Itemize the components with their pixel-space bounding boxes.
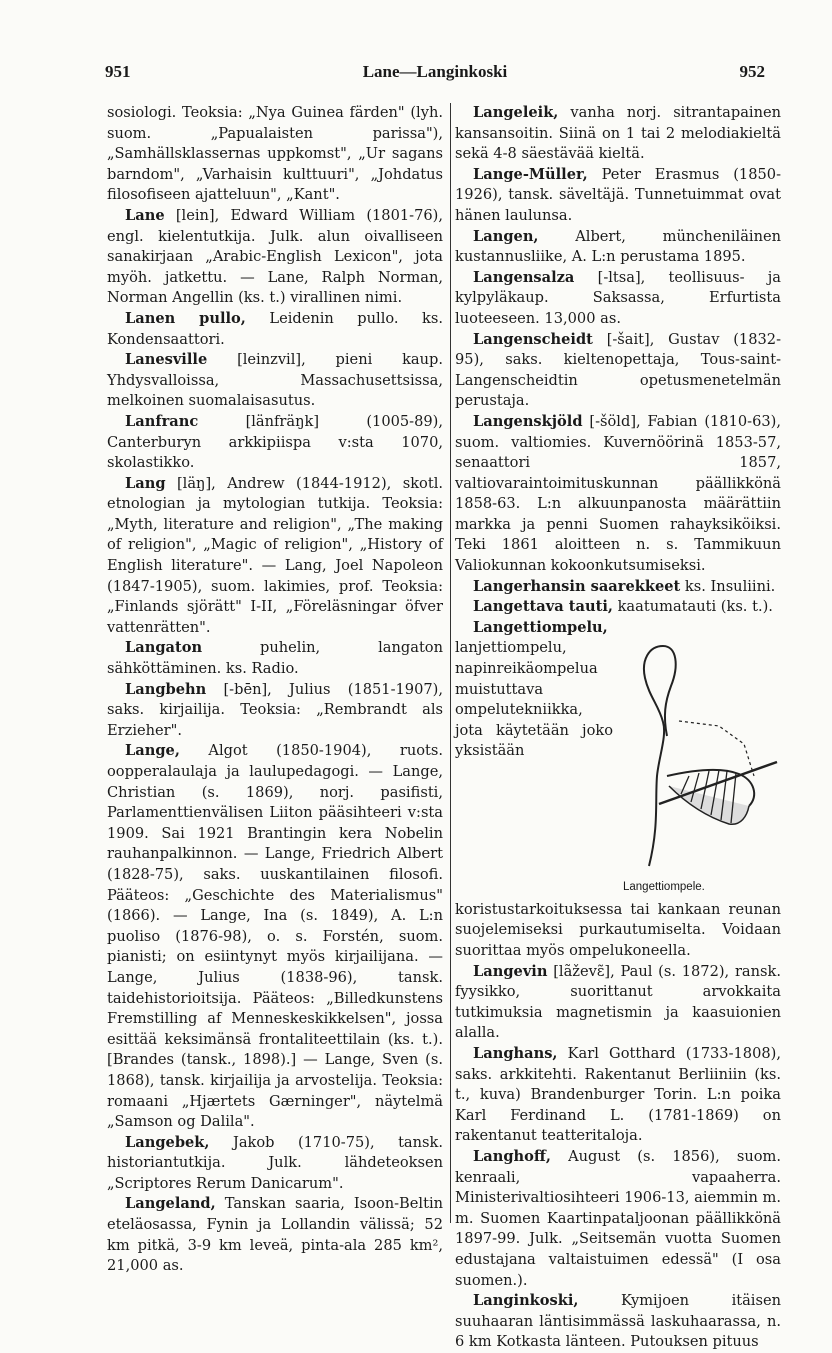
- entry: Langensalza [-ltsa], teollisuus- ja kylpyläkaup. Saksassa, Erfurtista luoteeseen. 13,000 as.: [455, 268, 781, 327]
- left-column: [107, 103, 443, 1277]
- entry: sosiologi. Teoksia: „Nya Guinea färden" (lyh. suom. „Papualaisten parissa"), „Samhällsklassernas uppkomst", „Ur sagans barndom", „Varhaisin kulttuuri", „Johdatus filosofiseen ajatteluun", „Kant".: [107, 104, 443, 204]
- entry: Lane [lein], Edward William (1801-76), engl. kielentutkija. Julk. alun oivalliseen sanakirjaan „Arabic-English Lexicon", jota myöh. jatkettu. — Lane, Ralph Norman, Norman Angellin (ks. t.) virallinen nimi.: [107, 206, 443, 307]
- page-number-left: 951: [105, 62, 131, 81]
- entry: Langinkoski, Kymijoen itäisen suuhaaran läntisimmässä laskuhaarassa, n. 6 km Kotkasta länteen. Putouksen pituus: [455, 1292, 781, 1351]
- stitch-figure: [619, 626, 781, 898]
- page-header: [105, 62, 765, 86]
- column-divider: [450, 103, 451, 1223]
- buttonhole-stitch-illustration: [619, 626, 781, 876]
- entry: Langeland, Tanskan saaria, Isoon-Beltin eteläosassa, Fynin ja Lollandin välissä; 52 km pitkä, 3-9 km leveä, pinta-ala 285 km², 21,000 as.: [107, 1195, 444, 1275]
- entry: Langebek, Jakob (1710-75), tansk. historiantutkija. Julk. lähdeteoksen „Scriptores Rerum Danicarum".: [107, 1133, 444, 1192]
- entry: Lang [läŋ], Andrew (1844-1912), skotl. etnologian ja mytologian tutkija. Teoksia: „Myth, literature and religion", „The making of religion", „Magic of religion", „History of English literature". — Lang, Joel Napoleon (1847-1905), suom. lakimies, prof. Teoksia: „Finlands sjörätt" I-II, „Föreläsningar öfver vattenrätten".: [107, 474, 443, 636]
- entry: Lanen pullo, Leidenin pullo. ks. Kondensaattori.: [107, 309, 444, 348]
- entry: Langevin [lãževɛ̃], Paul (s. 1872), ransk. fyysikko, suorittanut arvokkaita tutkimuksia magnetismin ja kaasuionien alalla.: [455, 962, 781, 1042]
- entry: Langaton puhelin, langaton sähköttäminen. ks. Radio.: [107, 639, 443, 678]
- entry: Langbehn [-bēn], Julius (1851-1907), saks. kirjailija. Teoksia: „Rembrandt als Erzieher".: [107, 680, 443, 739]
- entry: Lange-Müller, Peter Erasmus (1850-1926), tansk. säveltäjä. Tunnetuimmat ovat hänen laulunsa.: [455, 165, 782, 224]
- entry: Langenskjöld [-šöld], Fabian (1810-63), suom. valtiomies. Kuvernöörinä 1853-57, senaattori 1857, valtiovaraintoimituskunnan päällikkönä 1858-63. L:n alkuunpanosta määrättiin markka ja penni Suomen rahayksiköiksi. Teki 1861 aloitteen n. s. Tammikuun Valiokunnan kokoonkutsumiseksi.: [455, 412, 781, 575]
- running-title: Lane—Langinkoski: [362, 62, 508, 81]
- page-number-right: 952: [739, 62, 765, 81]
- entry: Langen, Albert, müncheniläinen kustannusliike, A. L:n perustama 1895.: [455, 227, 781, 266]
- figure-caption: Langettiompele.: [623, 881, 705, 894]
- right-column: [455, 103, 781, 1353]
- entry: Langenscheidt [-šait], Gustav (1832-95), saks. kieltenopettaja, Tous-saint-Langenscheidtin opetusmenetelmän perustaja.: [455, 330, 782, 410]
- entry: Lanfranc [länfräŋk] (1005-89), Canterburyn arkkipiispa v:sta 1070, skolastikko.: [107, 412, 444, 472]
- entry: Langerhansin saarekkeet ks. Insuliini.: [473, 577, 776, 595]
- entry: Lanesville [leinzvil], pieni kaup. Yhdysvalloissa, Massachusettsissa, melkoinen suomalaisasutus.: [107, 351, 443, 410]
- entry: Langettiompelu, lanjettiompelu, napinreikäompelua muistuttava ompelutekniikka, jota käytetään joko yksistään koristustarkoituksessa tai kankaan reunan suojelemiseksi purkautumiselta. Voidaan suorittaa myös ompelukoneella.: [455, 618, 781, 960]
- entry: Lange, Algot (1850-1904), ruots. oopperalaulaja ja laulupedagogi. — Lange, Christian (s. 1869), norj. pasifisti, Parlamenttienvälisen Liiton pääsihteeri v:sta 1909. Sai 1921 Brantingin kera Nobelin rauhanpalkinnon. — Lange, Friedrich Albert (1828-75), saks. uuskantilainen filosofi. Pääteos: „Geschichte des Materialismus" (1866). — Lange, Ina (s. 1849), A. L:n puoliso (1876-98), o. s. Forstén, suom. pianisti; on esiintynyt myös kirjailijana. — Lange, Julius (1838-96), tansk. taidehistorioitsija. Pääteos: „Billedkunstens Fremstilling af Menneskeskikkelsen", jossa esittää keksimänsä frontaliteettilain (ks. t.). [Brandes (tansk., 1898).] — Lange, Sven (s. 1868), tansk. kirjailija ja arvostelija. Teoksia: romaani „Hjærtets Gærninger", näytelmä „Samson og Dalila".: [107, 742, 443, 1131]
- entry: Langeleik, vanha norj. sitrantapainen kansansoitin. Siinä on 1 tai 2 melodiakieltä sekä 4-8 säestävää kieltä.: [455, 104, 781, 163]
- entry: Langhans, Karl Gotthard (1733-1808), saks. arkkitehti. Rakentanut Berliiniin (ks. t., kuva) Brandenburger Torin. L:n poika Karl Ferdinand L. (1781-1869) on rakentanut teatteritaloja.: [455, 1045, 781, 1145]
- entry: Langettava tauti, kaatumatauti (ks. t.).: [473, 598, 773, 616]
- entry: Langhoff, August (s. 1856), suom. kenraali, vapaaherra. Ministerivaltiosihteeri 1906-13, aiemmin m. m. Suomen Kaartinpataljoonan päällikkönä 1897-99. Julk. „Seitsemän vuotta Suomen edustajana valtaistuimen edessä" (I osa suomen.).: [455, 1147, 782, 1289]
